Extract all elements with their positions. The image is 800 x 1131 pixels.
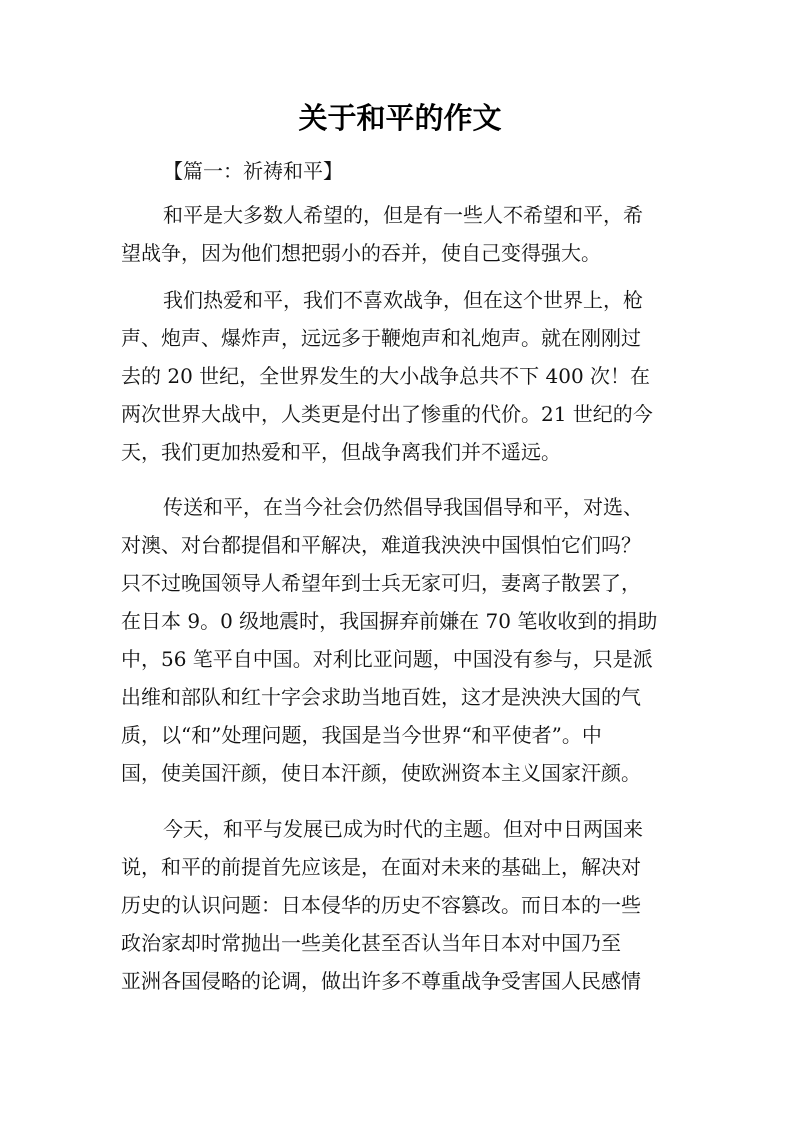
text-line: 声、炮声、爆炸声，远远多于鞭炮声和礼炮声。就在刚刚过 <box>121 326 641 350</box>
text-line: 出维和部队和红十字会求助当地百姓，这才是泱泱大国的气 <box>121 685 641 709</box>
section-heading: 【篇一：祈祷和平】 <box>163 159 343 183</box>
text-line: 望战争，因为他们想把弱小的吞并，使自己变得强大。 <box>121 241 601 265</box>
text-line: 我们热爱和平，我们不喜欢战争，但在这个世界上，枪 <box>163 288 643 312</box>
text-line: 两次世界大战中，人类更是付出了惨重的代价。21 世纪的今 <box>121 402 653 426</box>
text-line: 亚洲各国侵略的论调，做出许多不尊重战争受害国人民感情 <box>121 969 641 993</box>
document-title: 关于和平的作文 <box>298 101 502 135</box>
text-line: 和平是大多数人希望的，但是有一些人不希望和平，希 <box>163 203 643 227</box>
text-line: 历史的认识问题：日本侵华的历史不容篡改。而日本的一些 <box>121 893 641 917</box>
text-line: 质，以“和”处理问题，我国是当今世界“和平使者”。中 <box>121 723 602 747</box>
text-line: 中，56 笔平自中国。对利比亚问题，中国没有参与，只是派 <box>121 647 653 671</box>
text-line: 去的 20 世纪，全世界发生的大小战争总共不下 400 次！在 <box>121 364 651 388</box>
text-line: 传送和平，在当今社会仍然倡导我国倡导和平，对选、 <box>163 495 643 519</box>
text-line: 对澳、对台都提倡和平解决，难道我泱泱中国惧怕它们吗？ <box>121 533 641 557</box>
text-line: 只不过晚国领导人希望年到士兵无家可归，妻离子散罢了， <box>121 571 641 595</box>
text-line: 今天，和平与发展已成为时代的主题。但对中日两国来 <box>163 817 643 841</box>
text-line: 天，我们更加热爱和平，但战争离我们并不遥远。 <box>121 440 561 464</box>
text-line: 在日本 9。0 级地震时，我国摒弃前嫌在 70 笔收收到的捐助 <box>121 609 658 633</box>
text-line: 国，使美国汗颜，使日本汗颜，使欧洲资本主义国家汗颜。 <box>121 761 641 785</box>
text-line: 说，和平的前提首先应该是，在面对未来的基础上，解决对 <box>121 855 641 879</box>
text-line: 政治家却时常抛出一些美化甚至否认当年日本对中国乃至 <box>121 931 621 955</box>
